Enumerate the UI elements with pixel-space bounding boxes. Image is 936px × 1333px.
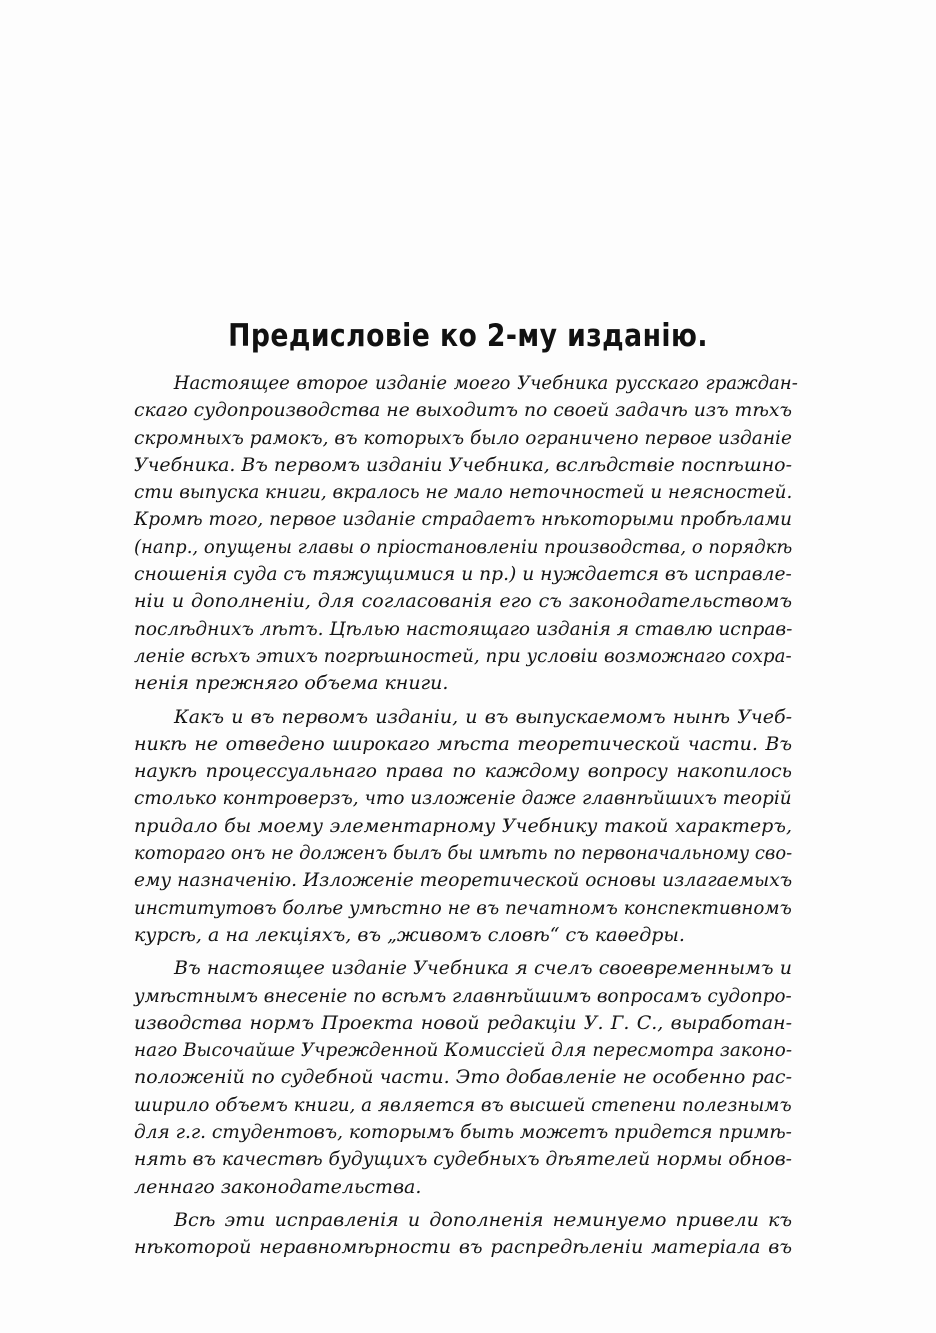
text-line: для г.г. студентовъ, которымъ быть можетъ придется примѣ-: [134, 1121, 792, 1144]
text-line: Всѣ эти исправленія и дополненія неминуемо привели къ: [174, 1208, 792, 1231]
text-line: Учебника. Въ первомъ изданіи Учебника, вслѣдствіе поспѣшно-: [134, 453, 792, 476]
text-line: Настоящее второе изданіе моего Учебника русскаго граждан-: [173, 372, 798, 394]
text-line: институтовъ болѣе умѣстно не въ печатномъ конспективномъ: [134, 896, 792, 919]
text-line: котораго онъ не долженъ былъ бы имѣть по первоначальному сво-: [134, 842, 793, 865]
preface-text: [134, 370, 798, 1262]
text-line: сти выпуска книги, вкралось не мало неточностей и неясностей.: [134, 481, 793, 504]
text-line: ширило объемъ книги, а является въ высшей степени полезнымъ: [134, 1093, 792, 1116]
text-line: столько контроверзъ, что изложеніе даже главнѣйшихъ теорій: [134, 787, 792, 810]
text-line: сношенія суда съ тяжущимися и пр.) и нуждается въ исправле-: [134, 563, 792, 586]
text-line: ему назначенію. Изложеніе теоретической основы излагаемыхъ: [134, 869, 793, 892]
text-line: Кромѣ того, первое изданіе страдаетъ нѣкоторыми пробѣлами: [134, 508, 792, 531]
text-line: Въ настоящее изданіе Учебника я счелъ своевременнымъ и: [174, 957, 792, 980]
text-line: леніе всѣхъ этихъ погрѣшностей, при условіи возможнаго сохра-: [134, 644, 792, 667]
text-line: курсѣ, а на лекціяхъ, въ „живомъ словѣ“ съ каѳедры.: [134, 923, 685, 946]
page-title: Предисловіе ко 2-му изданію.: [228, 318, 708, 354]
text-line: (напр., опущены главы о пріостановленіи производства, о порядкѣ: [134, 535, 793, 558]
text-line: наукѣ процессуальнаго права по каждому вопросу накопилось: [134, 760, 792, 783]
text-line: изводства нормъ Проекта новой редакціи У. Г. С., выработан-: [134, 1011, 792, 1034]
text-line: наго Высочайше Учрежденной Комиссіей для пересмотра законо-: [134, 1039, 793, 1062]
text-line: Какъ и въ первомъ изданіи, и въ выпускаемомъ нынѣ Учеб-: [174, 705, 792, 728]
text-line: нять въ качествѣ будущихъ судебныхъ дѣятелей нормы обнов-: [134, 1148, 792, 1171]
text-line: никѣ не отведено широкаго мѣста теоретической части. Въ: [134, 732, 792, 755]
text-line: ненія прежняго объема книги.: [134, 672, 449, 695]
text-line: нѣкоторой неравномѣрности въ распредѣленіи матеріала въ: [134, 1236, 792, 1259]
text-line: придало бы моему элементарному Учебнику такой характеръ,: [134, 814, 792, 837]
text-line: умѣстнымъ внесеніе по всѣмъ главнѣйшимъ вопросамъ судопро-: [134, 984, 792, 1007]
text-line: ніи и дополненіи, для согласованія его съ законодательствомъ: [134, 590, 792, 613]
text-line: скаго судопроизводства не выходитъ по своей задачѣ изъ тѣхъ: [134, 399, 792, 422]
text-line: леннаго законодательства.: [134, 1175, 422, 1198]
text-line: скромныхъ рамокъ, въ которыхъ было ограничено первое изданіе: [134, 426, 792, 449]
text-line: послѣднихъ лѣтъ. Цѣлью настоящаго изданія я ставлю исправ-: [134, 617, 793, 640]
text-line: положеній по судебной части. Это добавленіе не особенно рас-: [134, 1066, 792, 1089]
